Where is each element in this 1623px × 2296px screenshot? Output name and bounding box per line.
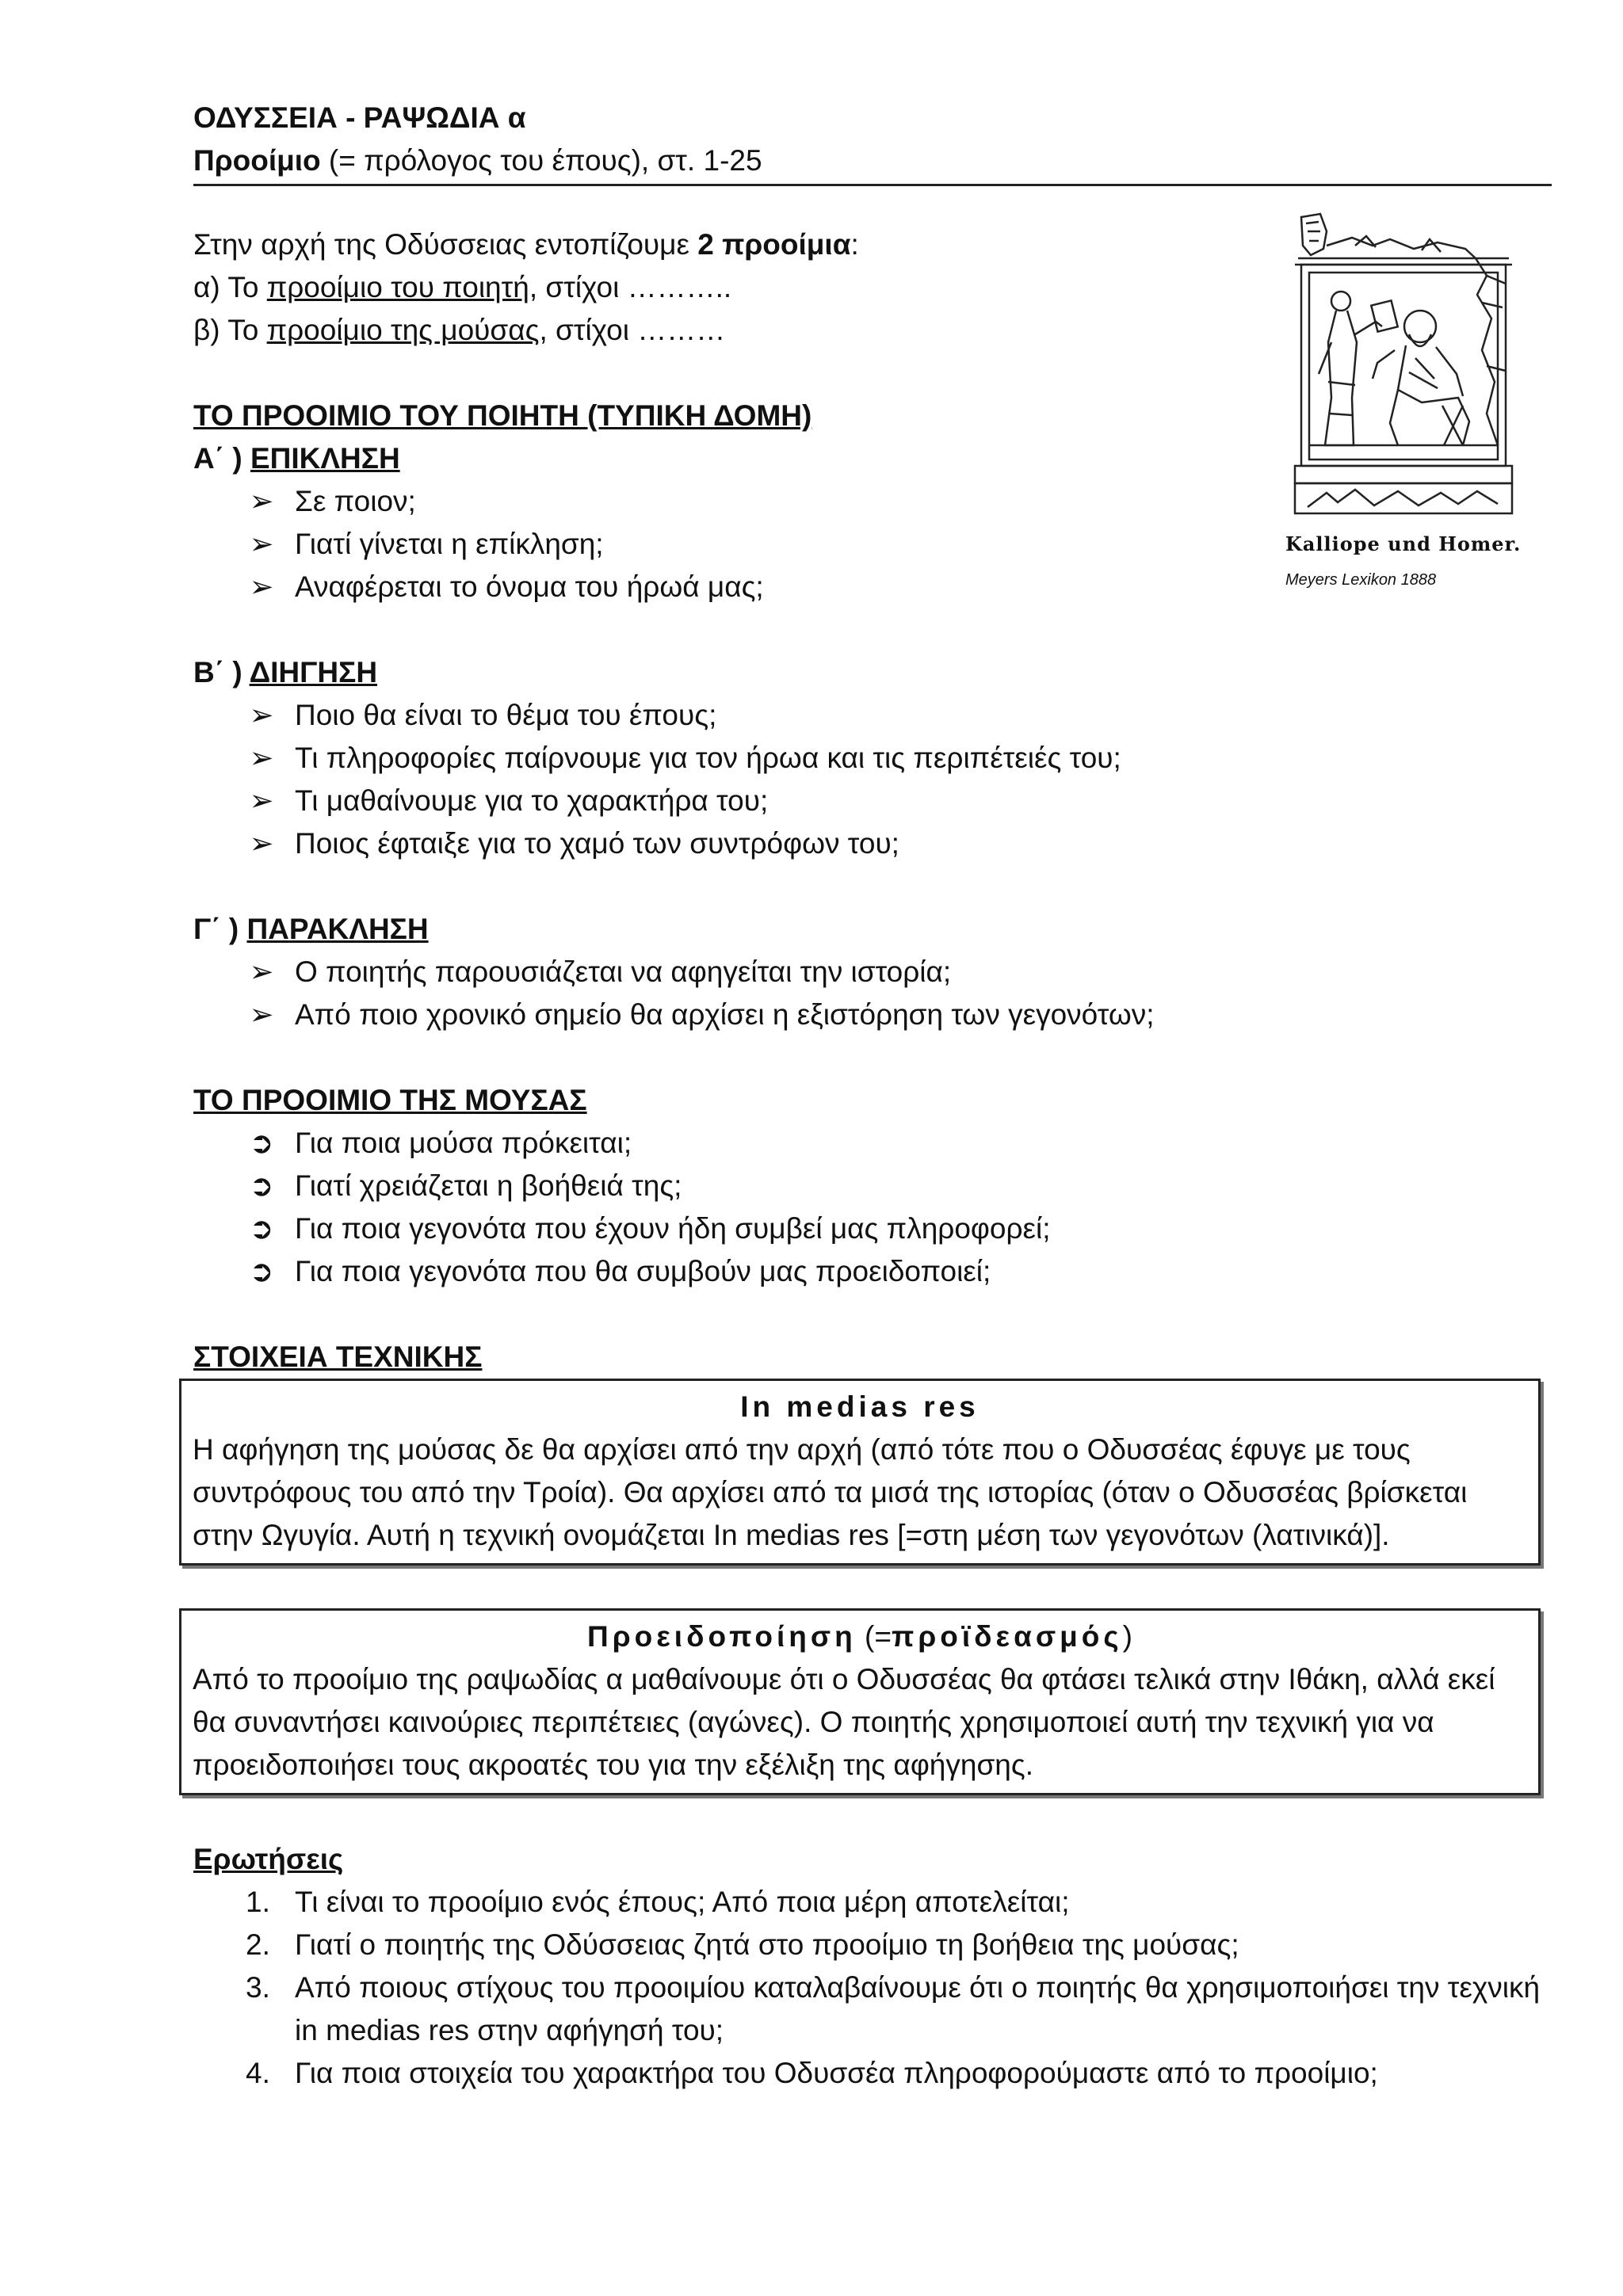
arrowhead-bullet-icon: ➢: [249, 528, 274, 560]
question-number: 1.: [246, 1886, 270, 1918]
illustration-caption: Kalliope und Homer.: [1285, 532, 1522, 555]
list-item: [246, 1122, 1552, 1165]
foreshadowing-box: [179, 1608, 1541, 1795]
list-item: [246, 951, 1552, 994]
list-item: [246, 780, 1552, 822]
arrowhead-bullet-icon: ➢: [249, 742, 274, 774]
part-label: Β΄ ): [193, 656, 250, 688]
arrowhead-bullet-icon: ➢: [249, 570, 274, 603]
list-item-text: Αναφέρεται το όνομα του ήρωά μας;: [295, 570, 764, 603]
question-text: Τι είναι το προοίμιο ενός έπους; Από ποια μέρη αποτελείται;: [295, 1886, 1070, 1918]
part-b-list: [193, 694, 1552, 865]
foreshadowing-title-alt: προϊδεασμός: [892, 1620, 1123, 1653]
list-item: [246, 822, 1552, 865]
list-item-text: Για ποια γεγονότα που θα συμβούν μας προειδοποιεί;: [295, 1255, 991, 1287]
question-text: Από ποιους στίχους του προοιμίου καταλαβαίνουμε ότι ο ποιητής θα χρησιμοποιήσει την τεχνική in medias res στην αφήγησή του;: [295, 1971, 1541, 2046]
intro-underlined: προοίμιο της μούσας: [266, 314, 540, 346]
circle-arrow-bullet-icon: ➲: [249, 1127, 274, 1159]
list-item: [246, 737, 1552, 780]
question-number: 2.: [246, 1928, 270, 1961]
list-item-text: Από ποιο χρονικό σημείο θα αρχίσει η εξιστόρηση των γεγονότων;: [295, 998, 1155, 1031]
list-item: [246, 994, 1552, 1036]
question-item: [246, 1881, 1552, 1924]
question-number: 4.: [246, 2057, 270, 2089]
question-item: [246, 1966, 1552, 2052]
circle-arrow-bullet-icon: ➲: [249, 1255, 274, 1287]
technique-section-title: ΣΤΟΙΧΕΙΑ ΤΕΧΝΙΚΗΣ: [193, 1341, 483, 1373]
relief-engraving-image: [1279, 208, 1525, 524]
question-text: Για ποια στοιχεία του χαρακτήρα του Οδυσσέα πληροφορούμαστε από το προοίμιο;: [295, 2057, 1378, 2089]
circle-arrow-bullet-icon: ➲: [249, 1169, 274, 1202]
intro-text: , στίχοι ………..: [529, 271, 732, 303]
foreshadowing-title: [193, 1615, 1527, 1658]
arrowhead-bullet-icon: ➢: [249, 998, 274, 1031]
question-text: Γιατί ο ποιητής της Οδύσσειας ζητά στο προοίμιο τη βοήθεια της μούσας;: [295, 1928, 1239, 1961]
part-label: Γ΄ ): [193, 913, 247, 945]
list-item-text: Τι μαθαίνουμε για το χαρακτήρα του;: [295, 784, 769, 817]
in-medias-res-text: Η αφήγηση της μούσας δε θα αρχίσει από την αρχή (από τότε που ο Οδυσσέας έφυγε με τους συντρόφους του από την Τροία). Θα αρχίσει από τα μισά της ιστορίας (όταν ο Οδυσσέας βρίσκεται στην Ωγυγία. Αυτή η τεχνική ονομάζεται In medias res [=στη μέση των γεγονότων (λατινικά)].: [193, 1433, 1468, 1551]
question-item: [246, 1924, 1552, 1966]
subtitle-bold: Προοίμιο: [193, 144, 321, 177]
part-label-underlined: ΔΙΗΓΗΣΗ: [249, 656, 378, 688]
kalliope-homer-illustration: [1279, 208, 1525, 604]
muse-section-title: ΤΟ ΠΡΟΟΙΜΙΟ ΤΗΣ ΜΟΥΣΑΣ: [193, 1084, 587, 1116]
in-medias-res-title: In medias res: [740, 1390, 980, 1423]
poet-section-title: ΤΟ ΠΡΟΟΙΜΙΟ ΤΟΥ ΠΟΙΗΤΗ (ΤΥΠΙΚΗ ΔΟΜΗ): [193, 399, 812, 432]
list-item: [246, 1250, 1552, 1293]
list-item: [246, 1207, 1552, 1250]
part-label-underlined: ΠΑΡΑΚΛΗΣΗ: [246, 913, 429, 945]
list-item-text: Γιατί γίνεται η επίκληση;: [295, 528, 604, 560]
arrowhead-bullet-icon: ➢: [249, 699, 274, 731]
arrowhead-bullet-icon: ➢: [249, 784, 274, 817]
document-header: [193, 97, 1552, 182]
list-item-text: Ποιος έφταιξε για το χαμό των συντρόφων του;: [295, 827, 899, 860]
in-medias-res-box: [179, 1379, 1541, 1566]
document-subtitle: [193, 139, 1552, 182]
muse-list: [193, 1122, 1552, 1293]
arrowhead-bullet-icon: ➢: [249, 827, 274, 860]
intro-text: β) Το: [193, 314, 267, 346]
list-item-text: Για ποια γεγονότα που έχουν ήδη συμβεί μας πληροφορεί;: [295, 1212, 1051, 1245]
list-item-text: Ο ποιητής παρουσιάζεται να αφηγείται την ιστορία;: [295, 955, 952, 988]
list-item: [246, 1165, 1552, 1207]
part-label: Α΄ ): [193, 442, 250, 475]
question-number: 3.: [246, 1971, 270, 2004]
intro-bold: 2 προοίμια: [697, 228, 851, 261]
subtitle-rest: (= πρόλογος του έπους), στ. 1-25: [320, 144, 762, 177]
list-item-text: Τι πληροφορίες παίρνουμε για τον ήρωα και τις περιπέτειές του;: [295, 742, 1121, 774]
illustration-credit: Meyers Lexikon 1888: [1285, 571, 1437, 589]
intro-text: Στην αρχή της Οδύσσειας εντοπίζουμε: [193, 228, 698, 261]
list-item-text: Γιατί χρειάζεται η βοήθειά της;: [295, 1169, 682, 1202]
part-label-underlined: ΕΠΙΚΛΗΣΗ: [250, 442, 400, 475]
part-c-list: [193, 951, 1552, 1036]
document-title: ΟΔΥΣΣΕΙΑ - ΡΑΨΩΔΙΑ α: [193, 101, 526, 134]
intro-underlined: προοίμιο του ποιητή: [266, 271, 529, 303]
intro-text: α) Το: [193, 271, 267, 303]
questions-list: [193, 1881, 1552, 2095]
intro-text: :: [850, 228, 859, 261]
list-item-text: Ποιο θα είναι το θέμα του έπους;: [295, 699, 717, 731]
part-b-heading: [193, 651, 1552, 694]
foreshadowing-paren-close: ): [1122, 1620, 1132, 1653]
foreshadowing-title-main: Προειδοποίηση: [587, 1620, 857, 1653]
questions-title: Ερωτήσεις: [193, 1843, 344, 1875]
circle-arrow-bullet-icon: ➲: [249, 1212, 274, 1245]
list-item-text: Σε ποιον;: [295, 485, 416, 517]
part-c-heading: [193, 908, 1552, 951]
arrowhead-bullet-icon: ➢: [249, 955, 274, 988]
header-rule: [193, 184, 1552, 186]
list-item-text: Για ποια μούσα πρόκειται;: [295, 1127, 632, 1159]
question-item: [246, 2052, 1552, 2095]
intro-text: , στίχοι ………: [539, 314, 726, 346]
arrowhead-bullet-icon: ➢: [249, 485, 274, 517]
list-item: [246, 694, 1552, 737]
foreshadowing-paren-open: (=: [856, 1620, 892, 1653]
foreshadowing-text: Από το προοίμιο της ραψωδίας α μαθαίνουμε ότι ο Οδυσσέας θα φτάσει τελικά στην Ιθάκη, αλλά εκεί θα συναντήσει καινούριες περιπέτειες (αγώνες). Ο ποιητής χρησιμοποιεί αυτή την τεχνική για να προειδοποιήσει τους ακροατές του για την εξέλιξη της αφήγησης.: [193, 1663, 1495, 1781]
